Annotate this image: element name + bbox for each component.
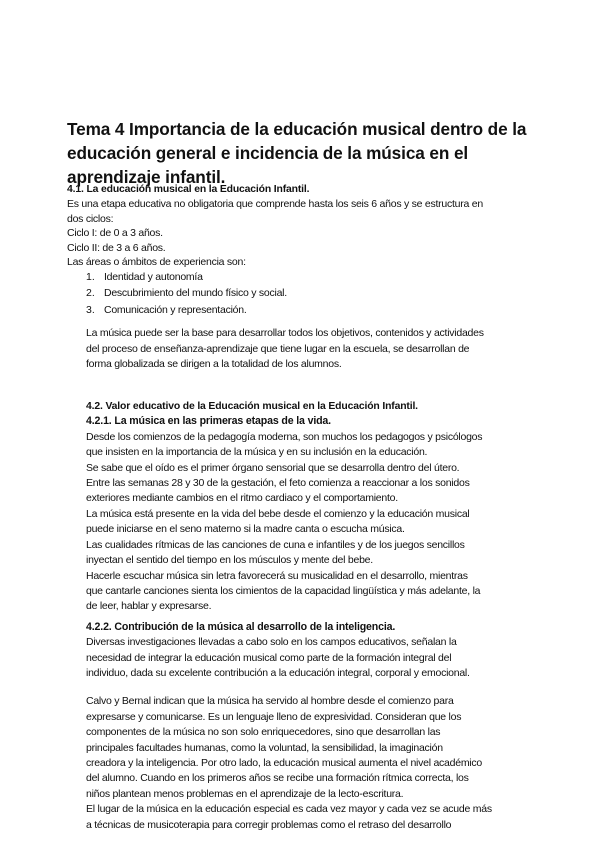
section-4-1-heading: 4.1. La educación musical en la Educación Infantil. [67, 184, 310, 195]
list-item-number: 3. [86, 304, 95, 316]
paragraph-line: expresarse y comunicarse. Es un lenguaje lleno de expresividad. Consideran que los [86, 711, 462, 723]
paragraph-line: a técnicas de musicoterapia para corregir problemas como el retraso del desarrollo [86, 819, 452, 831]
paragraph-line: exteriores mediante cambios en el ritmo cardiaco y el comportamiento. [86, 492, 398, 504]
section-4-2-heading: 4.2. Valor educativo de la Educación musical en la Educación Infantil. [86, 401, 418, 412]
paragraph-line: componentes de la música no son solo enriquecedores, sino que desarrollan las [86, 726, 441, 738]
paragraph-line: El lugar de la música en la educación especial es cada vez mayor y cada vez se acude más [86, 803, 492, 815]
intro-line: dos ciclos: [67, 213, 114, 225]
paragraph-line: creadora y la inteligencia. Por otro lado, la educación musical aumenta el nivel académico [86, 757, 482, 769]
paragraph-line: puede iniciarse en el seno materno si la madre canta o escucha música. [86, 523, 405, 535]
document-title-line-3: aprendizaje infantil. [67, 167, 226, 187]
paragraph-line: La música puede ser la base para desarrollar todos los objetivos, contenidos y actividades [86, 327, 484, 339]
list-item: Identidad y autonomía [104, 271, 203, 283]
section-4-2-2-heading: 4.2.2. Contribución de la música al desarrollo de la inteligencia. [86, 621, 396, 633]
paragraph-line: del proceso de enseñanza-aprendizaje que tiene lugar en la escuela, se desarrollan de [86, 343, 470, 355]
paragraph-line: Desde los comienzos de la pedagogía moderna, son muchos los pedagogos y psicólogos [86, 431, 483, 443]
paragraph-line: niños plantean menos problemas en el aprendizaje de la lecto-escritura. [86, 788, 404, 800]
paragraph-line: del alumno. Cuando en los primeros años se recibe una formación rítmica correcta, los [86, 772, 469, 784]
paragraph-line: Calvo y Bernal indican que la música ha servido al hombre desde el comienzo para [86, 695, 454, 707]
cycle-1-line: Ciclo I: de 0 a 3 años. [67, 227, 163, 239]
paragraph-line: Las cualidades rítmicas de las canciones de cuna e infantiles y de los juegos sencillos [86, 539, 465, 551]
paragraph-line: que cantarle canciones sienta los cimientos de la capacidad lingüística y más adelante, la [86, 585, 481, 597]
paragraph-line: Entre las semanas 28 y 30 de la gestación, el feto comienza a reaccionar a los sonidos [86, 477, 470, 489]
paragraph-line: Hacerle escuchar música sin letra favorecerá su musicalidad en el desarrollo, mientras [86, 570, 468, 582]
paragraph-line: principales facultades humanas, como la voluntad, la sensibilidad, la imaginación [86, 742, 443, 754]
list-item-number: 1. [86, 271, 95, 283]
intro-line: Es una etapa educativa no obligatoria que comprende hasta los seis 6 años y se estructura en [67, 198, 483, 210]
paragraph-line: forma globalizada se dirigen a la totalidad de los alumnos. [86, 358, 342, 370]
list-item-number: 2. [86, 287, 95, 299]
document-title-line-2: educación general e incidencia de la música en el [67, 143, 469, 163]
paragraph-line: Se sabe que el oído es el primer órgano sensorial que se desarrolla dentro del útero. [86, 462, 460, 474]
cycle-2-line: Ciclo II: de 3 a 6 años. [67, 242, 166, 254]
paragraph-line: La música está presente en la vida del bebe desde el comienzo y la educación musical [86, 508, 470, 520]
paragraph-line: Diversas investigaciones llevadas a cabo solo en los campos educativos, señalan la [86, 636, 457, 648]
paragraph-line: inyectan el sentido del tiempo en los músculos y mente del bebe. [86, 554, 373, 566]
paragraph-line: individuo, dada su excelente contribución a la educación integral, corporal y emocional. [86, 667, 470, 679]
list-item: Descubrimiento del mundo físico y social. [104, 287, 287, 299]
paragraph-line: que insisten en la importancia de la música y en su inclusión en la educación. [86, 446, 428, 458]
list-item: Comunicación y representación. [104, 304, 247, 316]
paragraph-line: de leer, hablar y expresarse. [86, 600, 212, 612]
paragraph-line: necesidad de integrar la educación musical como parte de la formación integral del [86, 652, 452, 664]
areas-intro-line: Las áreas o ámbitos de experiencia son: [67, 256, 246, 268]
section-4-2-1-heading: 4.2.1. La música en las primeras etapas de la vida. [86, 415, 331, 427]
document-title-line-1: Tema 4 Importancia de la educación musical dentro de la [67, 119, 527, 139]
